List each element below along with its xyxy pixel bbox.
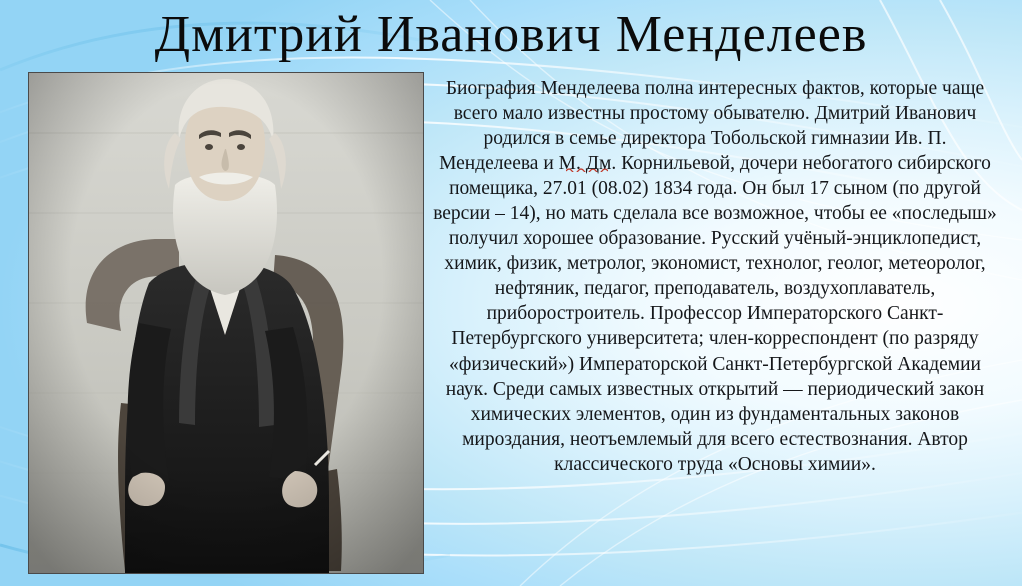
page-title: Дмитрий Иванович Менделеев	[154, 6, 868, 63]
portrait-illustration	[29, 73, 423, 573]
title-band	[0, 0, 1022, 70]
portrait-image	[28, 72, 424, 574]
biography-paragraph: Биография Менделеева полна интересных фактов, которые чаще всего мало известны простому обывателю. Дмитрий Иванович родился в семье директора Тобольской гимназии Ив. П. Менделеева и М. Дм. Корнильевой, дочери небогатого сибирского помещика, 27.01 (08.02) 1834 года. Он был 17 сыном (по другой версии – 14), но мать сделала все возможное, чтобы ее «последыш» получил хорошее образование. Русский учёный-энциклопедист, химик, физик, метролог, экономист, технолог, геолог, метеоролог, нефтяник, педагог, преподаватель, воздухоплаватель, приборостроитель. Профессор Императорского Санкт-Петербургского университета; член-корреспондент (по разряду «физический») Императорской Санкт-Петербургской Академии наук. Среди самых известных открытий — периодический закон химических элементов, один из фундаментальных законов мироздания, неотъемлемый для всего естествознания. Автор классического труда «Основы химии».	[433, 78, 997, 475]
biography-text	[432, 76, 998, 477]
